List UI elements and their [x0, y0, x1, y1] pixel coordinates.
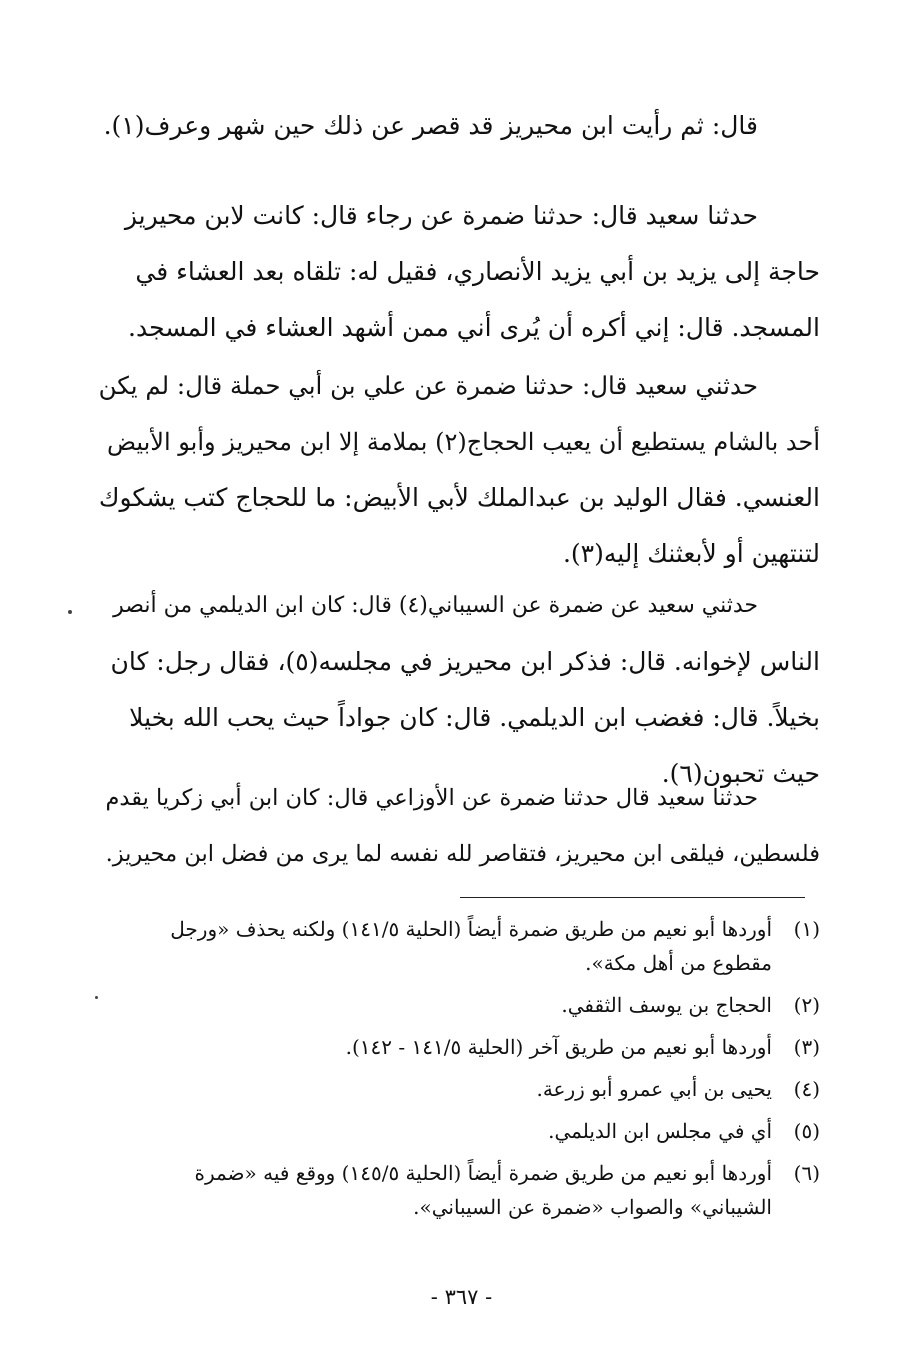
text-line: قال: ثم رأيت ابن محيريز قد قصر عن ذلك حين شهر وعرف(١).	[103, 111, 758, 140]
text-line: حدثني سعيد قال: حدثنا ضمرة عن علي بن أبي حملة قال: لم يكن	[98, 371, 758, 400]
footnote-text	[100, 912, 772, 980]
scan-speck	[68, 610, 72, 614]
footnote-text	[100, 1156, 772, 1224]
footnote-text	[100, 1072, 772, 1106]
text-line: أوردها أبو نعيم من طريق ضمرة أيضاً (الحلية ١٤٥/٥) ووقع فيه «ضمرة	[194, 1161, 772, 1185]
text-line: حدثني سعيد عن ضمرة عن السيباني(٤) قال: كان ابن الديلمي من أنصر	[113, 593, 758, 618]
footnote-text	[100, 1114, 772, 1148]
scan-speck	[95, 996, 98, 999]
paragraph-1	[100, 98, 820, 154]
paragraph-4	[100, 578, 820, 802]
footnote-number: (٥)	[793, 1119, 820, 1143]
footnote-5	[100, 1114, 820, 1148]
footnote-text	[100, 1030, 772, 1064]
footnote-separator	[460, 897, 805, 898]
footnote-1	[100, 912, 820, 980]
text-line: حاجة إلى يزيد بن أبي يزيد الأنصاري، فقيل له: تلقاه بعد العشاء في	[135, 257, 820, 286]
footnote-text	[100, 988, 772, 1022]
footnote-6	[100, 1156, 820, 1224]
text-line: العنسي. فقال الوليد بن عبدالملك لأبي الأبيض: ما للحجاج كتب يشكوك	[98, 483, 820, 512]
page-number: - ٣٦٧ -	[430, 1285, 493, 1309]
footnote-number: (٤)	[793, 1077, 820, 1101]
text-line: فلسطين، فيلقى ابن محيريز، فتقاصر لله نفسه لما يرى من فضل ابن محيريز.	[105, 841, 820, 867]
text-line: أي في مجلس ابن الديلمي.	[548, 1119, 772, 1143]
text-line: المسجد. قال: إني أكره أن يُرى أني ممن أشهد العشاء في المسجد.	[128, 313, 820, 342]
text-line: أحد بالشام يستطيع أن يعيب الحجاج(٢) بملامة إلا ابن محيريز وأبو الأبيض	[106, 428, 820, 456]
footnote-number: (١)	[793, 917, 820, 941]
paragraph-3	[100, 358, 820, 582]
text-line: حدثنا سعيد قال: حدثنا ضمرة عن رجاء قال: كانت لابن محيريز	[124, 201, 758, 230]
footnote-3	[100, 1030, 820, 1064]
paragraph-5	[100, 770, 820, 882]
footnote-number: (٢)	[793, 993, 820, 1017]
text-line: أوردها أبو نعيم من طريق آخر (الحلية ١٤١/٥ - ١٤٢).	[345, 1035, 772, 1059]
text-line: حدثنا سعيد قال حدثنا ضمرة عن الأوزاعي قال: كان ابن أبي زكريا يقدم	[105, 785, 758, 811]
text-line: لتنتهين أو لأبعثنك إليه(٣).	[562, 539, 820, 568]
text-line: يحيى بن أبي عمرو أبو زرعة.	[536, 1077, 772, 1101]
footnote-number: (٦)	[793, 1161, 820, 1185]
text-line: الحجاج بن يوسف الثقفي.	[561, 993, 772, 1017]
text-line: حيث تحبون(٦).	[661, 759, 820, 788]
paragraph-2	[100, 188, 820, 356]
text-line: الشيباني» والصواب «ضمرة عن السيباني».	[413, 1195, 772, 1219]
footnote-number: (٣)	[793, 1035, 820, 1059]
footnote-2	[100, 988, 820, 1022]
text-line: الناس لإخوانه. قال: فذكر ابن محيريز في مجلسه(٥)، فقال رجل: كان	[110, 647, 820, 676]
footnote-4	[100, 1072, 820, 1106]
text-line: مقطوع من أهل مكة».	[585, 951, 772, 975]
text-line: أوردها أبو نعيم من طريق ضمرة أيضاً (الحلية ١٤١/٥) ولكنه يحذف «ورجل	[170, 917, 772, 941]
text-line: بخيلاً. قال: فغضب ابن الديلمي. قال: كان جواداً حيث يحب الله بخيلا	[129, 703, 820, 732]
footnotes	[100, 912, 820, 1232]
